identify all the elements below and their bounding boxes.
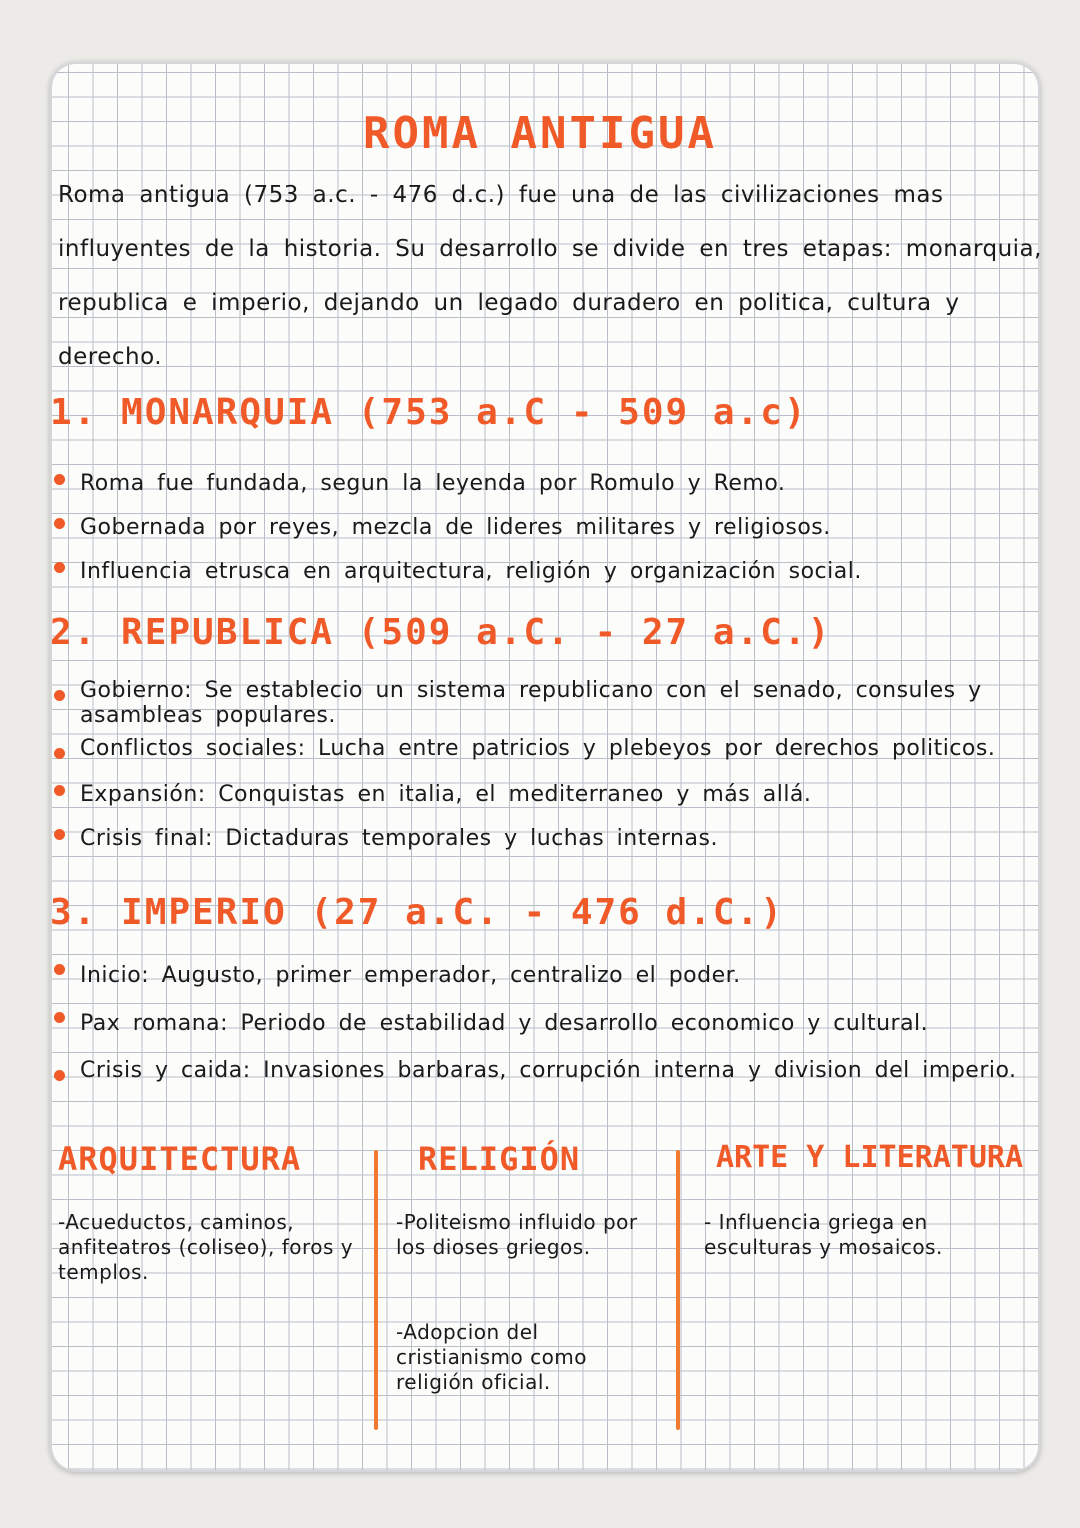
column-text-arte: - Influencia griega en esculturas y mosaicos. xyxy=(704,1210,943,1259)
bullet-dot-icon xyxy=(54,964,65,975)
list-item: Roma fue fundada, segun la leyenda por Romulo y Remo. xyxy=(52,462,1047,506)
column-divider xyxy=(374,1150,378,1430)
list-item: Gobierno: Se establecio un sistema republicano con el senado, consules y asambleas populares. xyxy=(52,678,1047,728)
list-item: Gobernada por reyes, mezcla de lideres militares y religiosos. xyxy=(52,506,1047,550)
bullet-dot-icon xyxy=(54,690,65,701)
list-item: Expansión: Conquistas en italia, el mediterraneo y más allá. xyxy=(52,773,1047,817)
list-imperio xyxy=(52,952,1047,1084)
column-text-religion: -Politeismo influido por los dioses griegos. xyxy=(396,1210,638,1259)
heading-monarquia: 1. MONARQUIA (753 a.C - 509 a.c) xyxy=(50,392,808,433)
column-title-arte: ARTE Y LITERATURA xyxy=(716,1140,1024,1175)
heading-imperio: 3. IMPERIO (27 a.C. - 476 d.C.) xyxy=(50,892,784,933)
page-title: ROMA ANTIGUA xyxy=(363,108,717,159)
column-title-arquitectura: ARQUITECTURA xyxy=(58,1140,302,1178)
column-divider xyxy=(676,1150,680,1430)
bullet-dot-icon xyxy=(54,1012,65,1023)
list-republica xyxy=(52,678,1047,861)
bullet-dot-icon xyxy=(54,785,65,796)
bullet-dot-icon xyxy=(54,562,65,573)
list-item: Pax romana: Periodo de estabilidad y desarrollo economico y cultural. xyxy=(52,1000,1047,1048)
bullet-dot-icon xyxy=(54,748,65,759)
list-item: Crisis y caida: Invasiones barbaras, corrupción interna y division del imperio. xyxy=(52,1058,1047,1084)
list-item: Inicio: Augusto, primer emperador, centralizo el poder. xyxy=(52,952,1047,1000)
heading-republica: 2. REPUBLICA (509 a.C. - 27 a.C.) xyxy=(50,612,832,653)
list-monarquia xyxy=(52,462,1047,594)
column-text-arquitectura: -Acueductos, caminos, anfiteatros (coliseo), foros y templos. xyxy=(58,1210,354,1284)
bullet-dot-icon xyxy=(54,474,65,485)
bullet-dot-icon xyxy=(54,829,65,840)
bullet-dot-icon xyxy=(54,1070,65,1081)
list-item: Conflictos sociales: Lucha entre patricios y plebeyos por derechos politicos. xyxy=(52,736,1047,761)
list-item: Crisis final: Dictaduras temporales y luchas internas. xyxy=(52,817,1047,861)
intro-paragraph: Roma antigua (753 a.c. - 476 d.c.) fue una de las civilizaciones mas influyentes de la historia. Su desarrollo se divide en tres etapas: monarquia, republica e imperio, dejando un legado duradero en politica, cultura y derecho. xyxy=(58,182,1042,370)
list-item: Influencia etrusca en arquitectura, religión y organización social. xyxy=(52,550,1047,594)
bullet-dot-icon xyxy=(54,518,65,529)
column-title-religion: RELIGIÓN xyxy=(418,1140,581,1178)
column-text-religion-2: -Adopcion del cristianismo como religión oficial. xyxy=(396,1320,588,1394)
